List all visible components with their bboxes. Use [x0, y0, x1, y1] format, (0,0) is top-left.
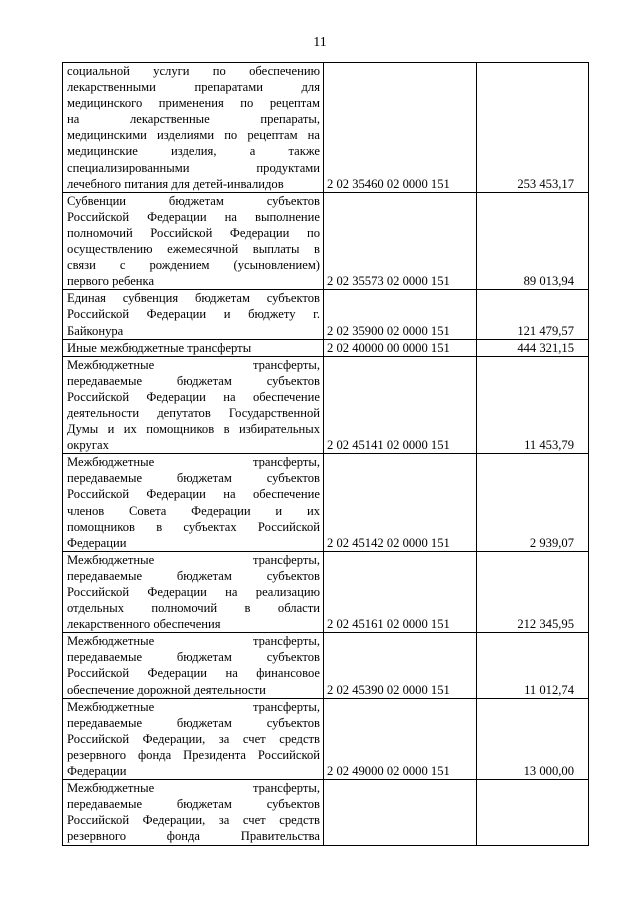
description-line: лекарственного обеспечения: [67, 617, 221, 632]
description-line: лекарственными препаратами для: [67, 80, 320, 95]
table-row: [63, 633, 589, 698]
row-amount: 11 012,74: [477, 633, 589, 698]
description-line: Федерации: [67, 764, 127, 779]
description-line: лечебного питания для детей-инвалидов: [67, 176, 284, 191]
row-code: 2 02 35460 02 0000 151: [324, 63, 477, 193]
description-line: резервного фонда Президента Российской: [67, 747, 320, 762]
description-line: Субвенции бюджетам субъектов: [67, 193, 320, 208]
row-code: [324, 780, 477, 845]
table-row: [63, 698, 589, 779]
description-line: обеспечение дорожной деятельности: [67, 682, 266, 697]
description-line: Федерации: [67, 535, 127, 550]
row-amount: 11 453,79: [477, 356, 589, 454]
description-line: Думы и их помощников в избирательных: [67, 422, 320, 437]
table-row: [63, 780, 589, 845]
description-line: медицинского применения по рецептам: [67, 96, 320, 111]
description-line: Российской Федерации, за счет средств: [67, 813, 320, 828]
description-line: помощников в субъектах Российской: [67, 519, 320, 534]
description-line: передаваемые бюджетам субъектов: [67, 471, 320, 486]
description-line: передаваемые бюджетам субъектов: [67, 650, 320, 665]
table-row: [63, 551, 589, 632]
description-line: Российской Федерации на реализацию: [67, 585, 320, 599]
description-line: Межбюджетные трансферты,: [67, 552, 320, 567]
description-line: социальной услуги по обеспечению: [67, 64, 320, 78]
table-row: [63, 192, 589, 290]
row-description: [63, 633, 324, 698]
row-amount: 253 453,17: [477, 63, 589, 193]
description-line: Российской Федерации, за счет средств: [67, 731, 320, 746]
row-description: [63, 454, 324, 552]
description-line: Российской Федерации на обеспечение: [67, 487, 320, 502]
description-line: передаваемые бюджетам субъектов: [67, 373, 320, 388]
description-line: Межбюджетные трансферты,: [67, 455, 320, 470]
row-description: [63, 551, 324, 632]
description-line: отдельных полномочий в области: [67, 601, 320, 616]
row-amount: 2 939,07: [477, 454, 589, 552]
description-line: Российской Федерации на финансовое: [67, 666, 320, 681]
row-code: 2 02 35573 02 0000 151: [324, 192, 477, 290]
row-description: [63, 290, 324, 339]
description-line: Российской Федерации на выполнение: [67, 209, 320, 224]
row-description: [63, 698, 324, 779]
budget-table: [62, 62, 589, 846]
row-description: [63, 192, 324, 290]
row-amount: 444 321,15: [477, 339, 589, 356]
description-line: передаваемые бюджетам субъектов: [67, 797, 320, 812]
row-description: [63, 339, 324, 356]
description-line: деятельности депутатов Государственной: [67, 405, 320, 420]
description-line: Межбюджетные трансферты,: [67, 781, 320, 796]
row-code: 2 02 45142 02 0000 151: [324, 454, 477, 552]
description-line: на лекарственные препараты,: [67, 112, 320, 127]
description-line: осуществлению ежемесячной выплаты в: [67, 242, 320, 257]
description-line: Межбюджетные трансферты,: [67, 699, 320, 714]
row-description: [63, 356, 324, 454]
row-code: 2 02 49000 02 0000 151: [324, 698, 477, 779]
row-code: 2 02 40000 00 0000 151: [324, 339, 477, 356]
table-row: [63, 356, 589, 454]
row-amount: 13 000,00: [477, 698, 589, 779]
description-line: Российской Федерации на обеспечение: [67, 389, 320, 404]
description-line: Единая субвенция бюджетам субъектов: [67, 291, 320, 306]
description-line: Межбюджетные трансферты,: [67, 634, 320, 649]
row-amount: 121 479,57: [477, 290, 589, 339]
table-row: [63, 290, 589, 339]
table-row: [63, 454, 589, 552]
row-amount: [477, 780, 589, 845]
row-description: [63, 780, 324, 845]
description-line: передаваемые бюджетам субъектов: [67, 715, 320, 730]
row-code: 2 02 45390 02 0000 151: [324, 633, 477, 698]
description-line: членов Совета Федерации и их: [67, 503, 320, 518]
description-line: полномочий Российской Федерации по: [67, 225, 320, 240]
description-line: Иные межбюджетные трансферты: [67, 340, 252, 355]
row-amount: 89 013,94: [477, 192, 589, 290]
description-line: связи с рождением (усыновлением): [67, 258, 320, 273]
row-amount: 212 345,95: [477, 551, 589, 632]
row-code: 2 02 45161 02 0000 151: [324, 551, 477, 632]
description-line: передаваемые бюджетам субъектов: [67, 568, 320, 583]
description-line: резервного фонда Правительства: [67, 829, 320, 844]
description-line: Байконура: [67, 323, 124, 338]
table-row: [63, 339, 589, 356]
description-line: медицинские изделия, а также: [67, 144, 320, 159]
description-line: Российской Федерации и бюджету г.: [67, 307, 320, 322]
description-line: первого ребенка: [67, 274, 155, 289]
description-line: медицинскими изделиями по рецептам на: [67, 128, 320, 143]
row-code: 2 02 45141 02 0000 151: [324, 356, 477, 454]
page-number: 11: [313, 35, 327, 50]
description-line: специализированными продуктами: [67, 160, 320, 175]
row-code: 2 02 35900 02 0000 151: [324, 290, 477, 339]
table-row: [63, 63, 589, 193]
description-line: Межбюджетные трансферты,: [67, 357, 320, 372]
row-description: [63, 63, 324, 193]
description-line: округах: [67, 438, 109, 453]
